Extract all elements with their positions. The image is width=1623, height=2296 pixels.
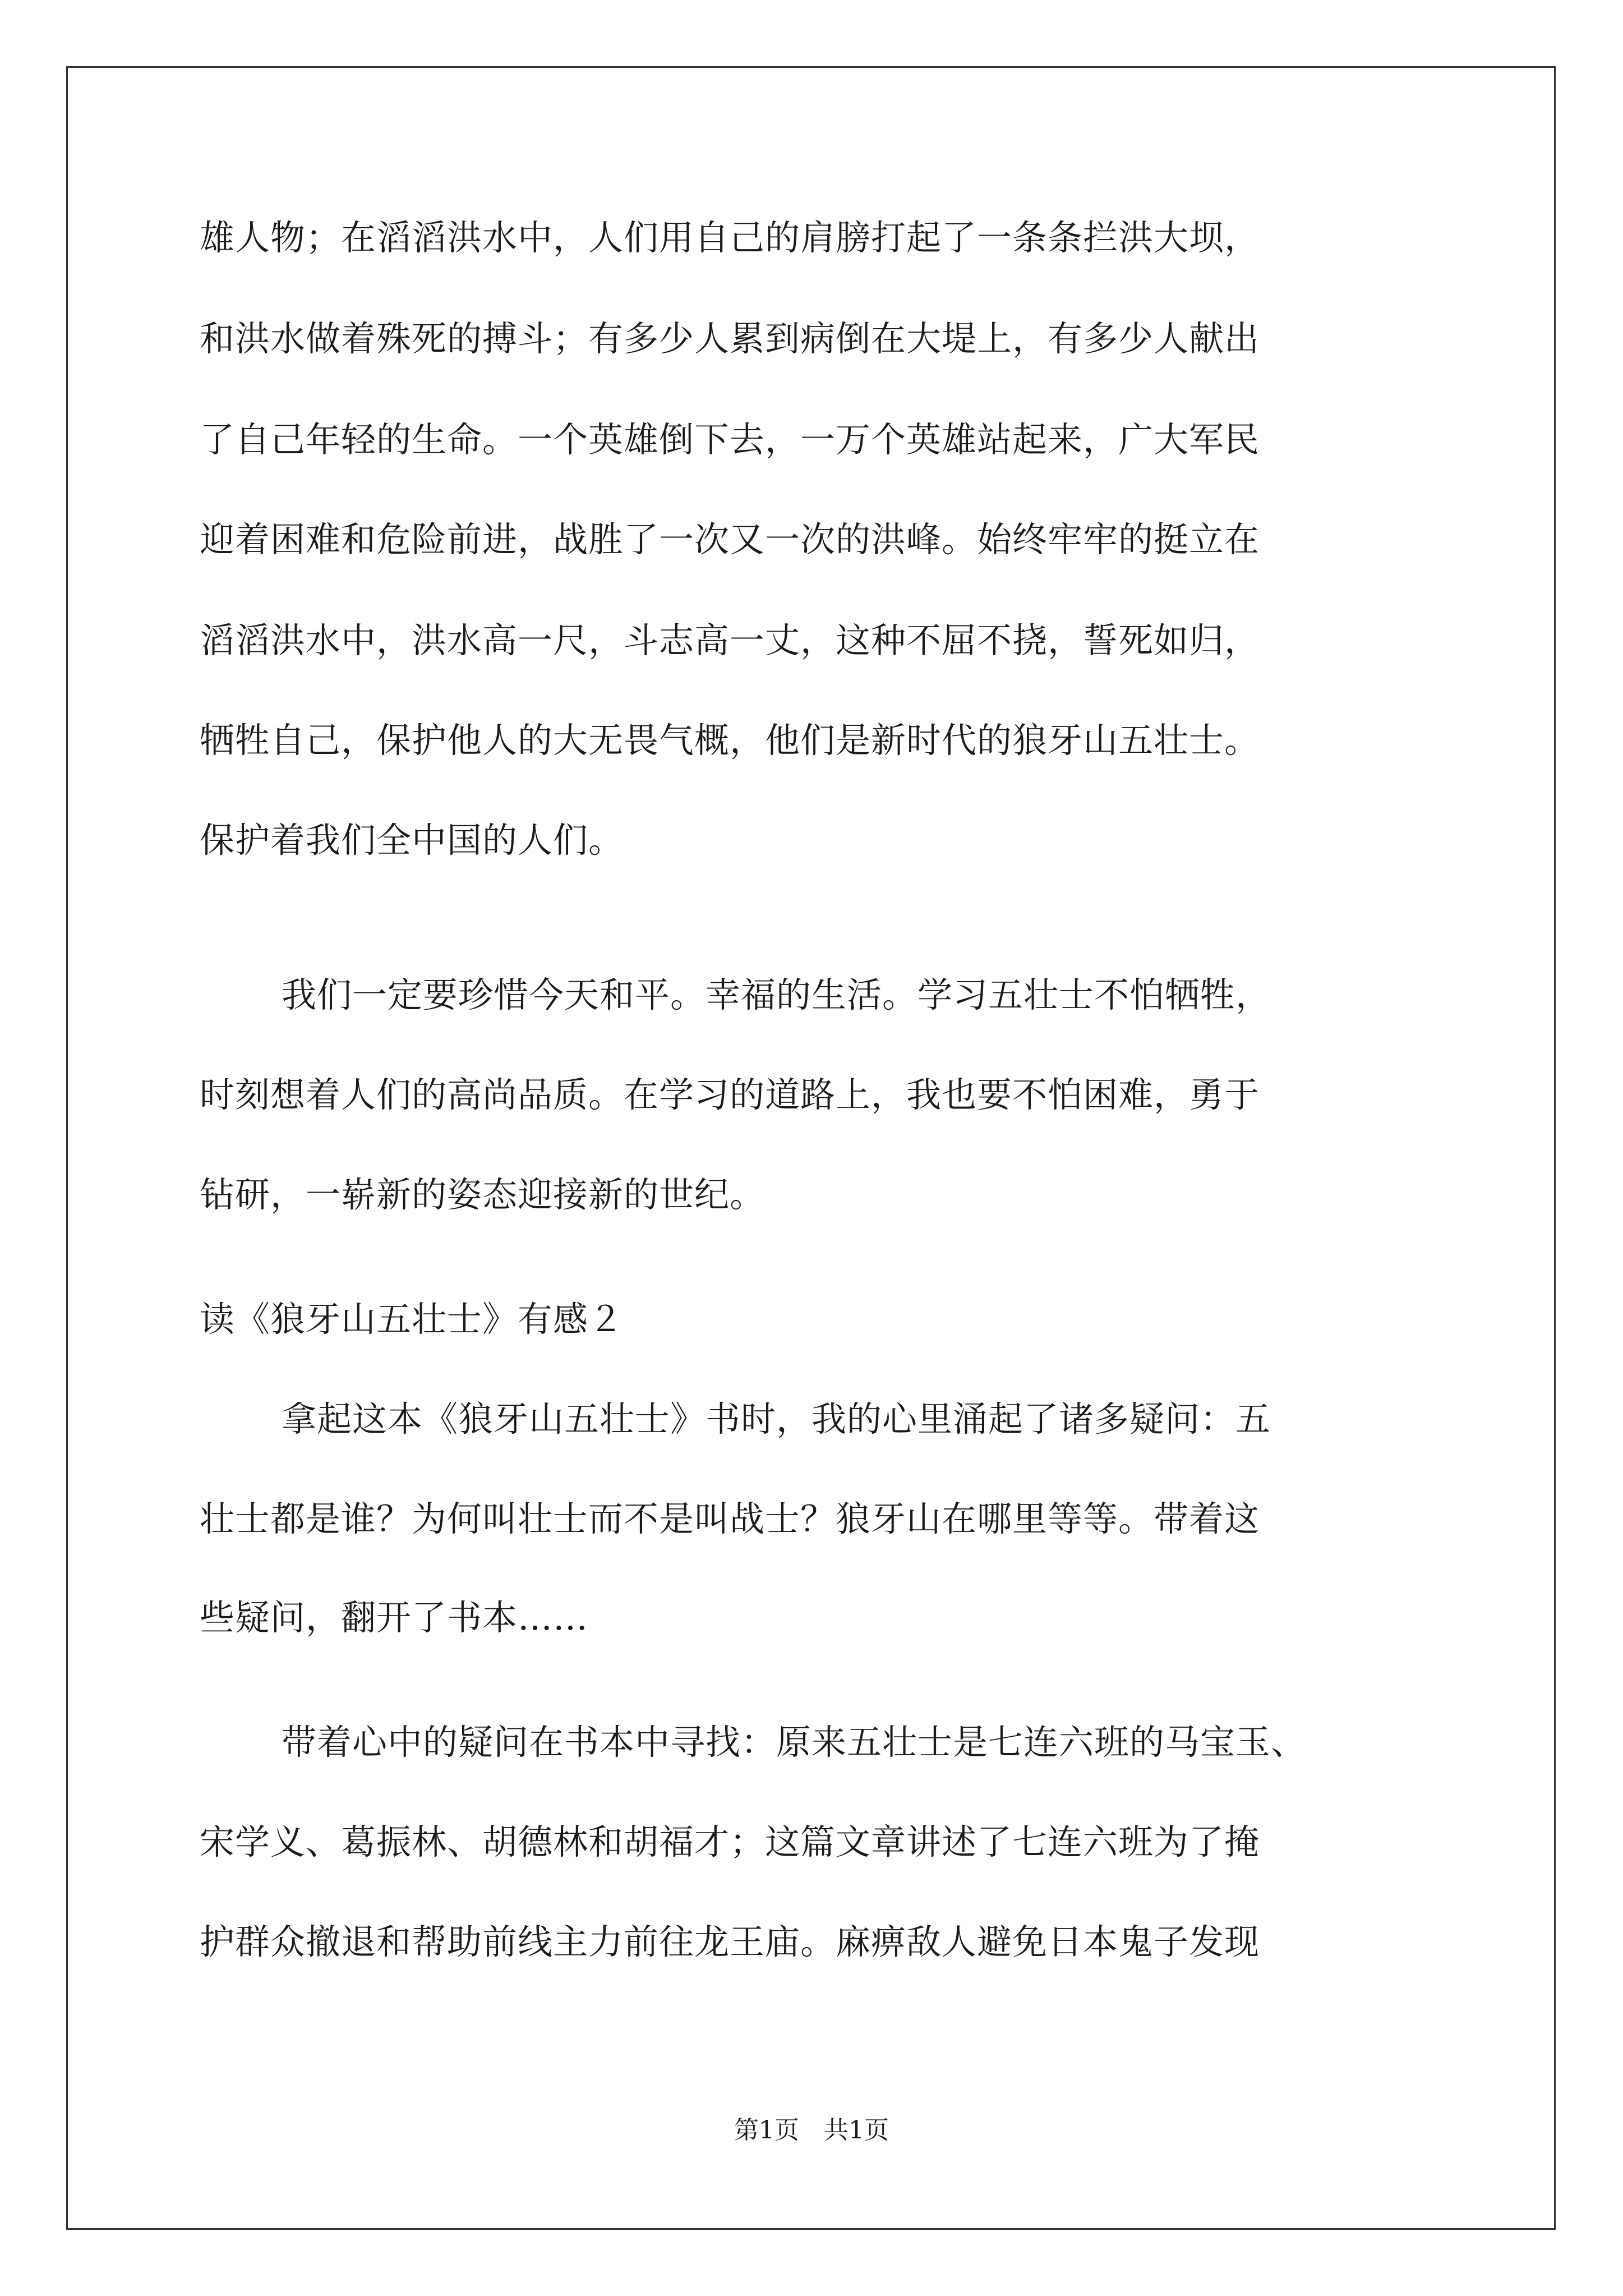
text-line: 时刻想着人们的高尚品质。在学习的道路上，我也要不怕困难，勇于	[200, 1074, 1260, 1115]
page-border	[66, 66, 1556, 2230]
text-line: 壮士都是谁？为何叫壮士而不是叫战士？狼牙山在哪里等等。带着这	[200, 1498, 1260, 1539]
text-line: 迎着困难和危险前进，战胜了一次又一次的洪峰。始终牢牢的挺立在	[200, 519, 1260, 560]
text-line: 宋学义、葛振林、胡德林和胡福才；这篇文章讲述了七连六班为了掩	[200, 1821, 1260, 1862]
text-line: 牺牲自己，保护他人的大无畏气概，他们是新时代的狼牙山五壮士。	[200, 720, 1260, 761]
text-line: 了自己年轻的生命。一个英雄倒下去，一万个英雄站起来，广大军民	[200, 419, 1260, 460]
paragraph-first-line: 带着心中的疑问在书本中寻找：原来五壮士是七连六班的马宝玉、	[282, 1722, 1307, 1763]
text-line: 护群众撤退和帮助前线主力前往龙王庙。麻痹敌人避免日本鬼子发现	[200, 1921, 1260, 1962]
paragraph-first-line: 我们一定要珍惜今天和平。幸福的生活。学习五壮士不怕牺牲，	[282, 974, 1271, 1015]
text-line: 钻研，一崭新的姿态迎接新的世纪。	[200, 1174, 766, 1215]
text-line: 些疑问，翻开了书本……	[200, 1597, 589, 1638]
text-line: 雄人物；在滔滔洪水中，人们用自己的肩膀打起了一条条拦洪大坝，	[200, 217, 1260, 258]
text-line: 滔滔洪水中，洪水高一尺，斗志高一丈，这种不屈不挠，誓死如归，	[200, 620, 1260, 661]
section-heading: 读《狼牙山五壮士》有感２	[200, 1299, 624, 1340]
paragraph-first-line: 拿起这本《狼牙山五壮士》书时，我的心里涌起了诸多疑问：五	[282, 1398, 1271, 1439]
text-line: 保护着我们全中国的人们。	[200, 820, 624, 861]
page-number-footer: 第1页 共1页	[734, 2116, 889, 2145]
text-line: 和洪水做着殊死的搏斗；有多少人累到病倒在大堤上，有多少人献出	[200, 318, 1260, 359]
